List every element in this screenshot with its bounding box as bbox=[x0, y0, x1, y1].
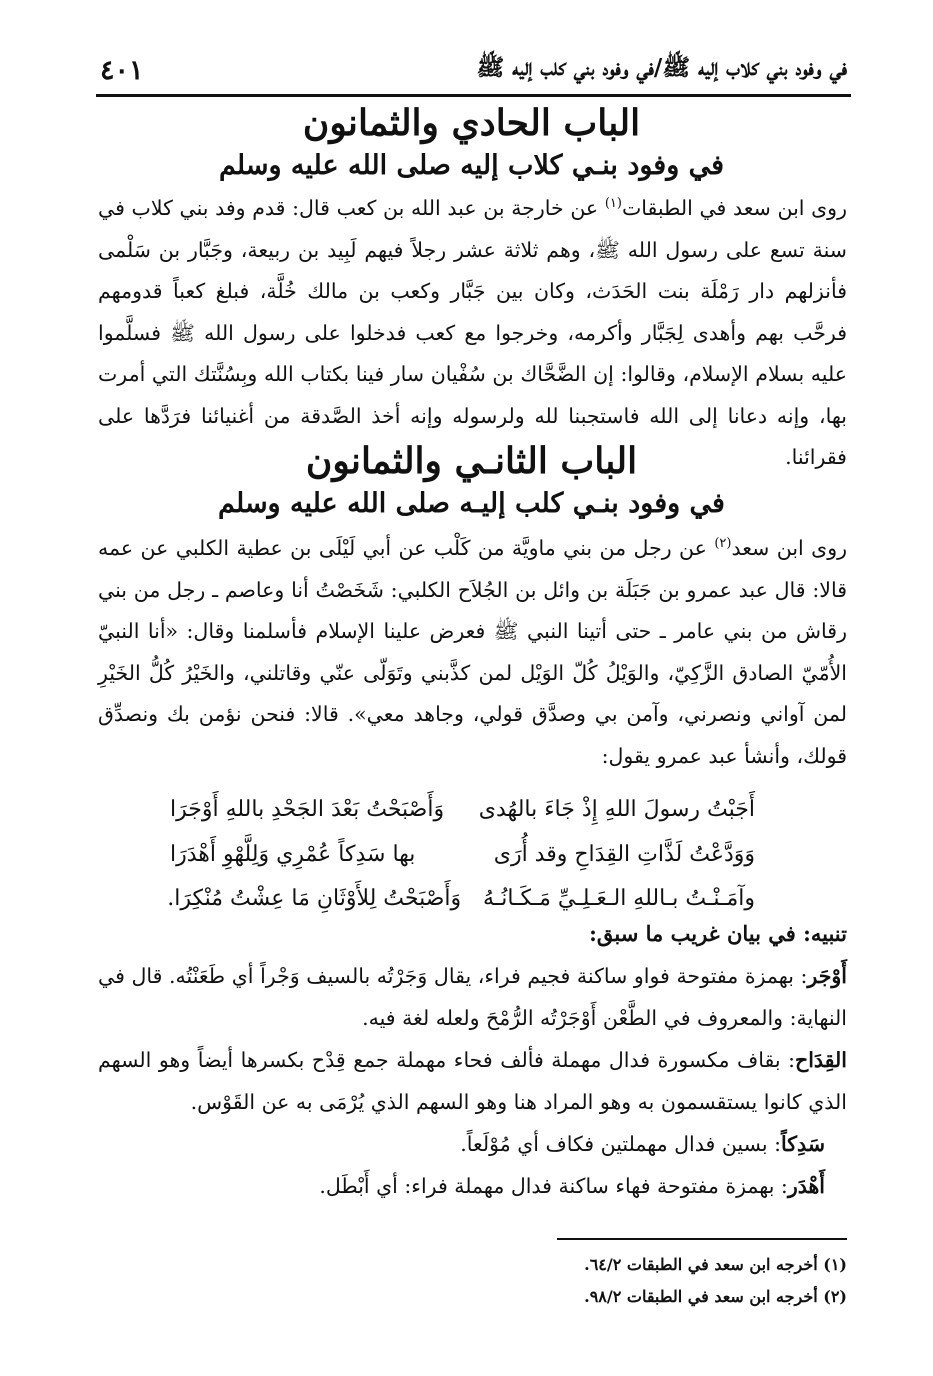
page-number: ٤٠١ bbox=[100, 54, 144, 86]
footnote-ref-1: (١) bbox=[604, 196, 622, 212]
chapter-81-text-rest: عن خارجة بن عبد الله بن كعب قال: قدم وفد بني كلاب في سنة تسع على رسول الله ﷺ، وهم ثلاثة عشر رجلاً فيهم لَبِيد بن ربيعة، وجَبَّار بن سَلْمى فأنزلهم دار رَمْلَة بنت الحَدَث، وكان بين جَبَّار وكعب بن مالك خُلَّة، فبلغ كعباً قدومهم فرحَّب بهم وأهدى لِجَبَّار وأكرمه، وخرجوا مع كعب فدخلوا على رسول الله ﷺ فسلَّموا عليه بسلام الإسلام، وقالوا: إن الضَّحَّاك بن سُفْيان سار فينا بكتاب الله وبِسُنَّتك التي أمرت بها، وإنه دعانا إلى الله فاستجبنا لله ولرسوله وإنه أخذ الصَّدقة من أغنيائنا فرَدَّها على فقرائنا. bbox=[98, 196, 847, 469]
glossary-definition: : بهمزة مفتوحة فواو ساكنة فجيم فراء، يقال وَجَرْتُه بالسيف وَجْراً أي طَعَنْتُه. قال في النهاية: والمعروف في الطَّعْن أَوْجَرْتُه الرُّمْحَ ولعله لغة فيه. bbox=[98, 964, 847, 1030]
glossary-definition: : بقاف مكسورة فدال مهملة فألف فحاء مهملة جمع قِدْح بكسرها أيضاً وهو السهم الذي كانوا يستقسمون به وهو المراد هنا وهو السهم الذي يُرْمَى به عن القَوْس. bbox=[98, 1048, 847, 1114]
glossary-definition: : بهمزة مفتوحة فهاء ساكنة فدال مهملة فراء: أي أَبْطَل. bbox=[319, 1174, 788, 1198]
footnote-rule bbox=[557, 1238, 847, 1240]
poem-verse bbox=[150, 788, 783, 833]
running-header-title: في وفود بني كلاب إليه ﷺ/في وفود بني كلب إليه ﷺ bbox=[476, 54, 847, 81]
chapter-82-text-rest: عن رجل من بني ماويَّة من كَلْب عن أبي لَيْلَى بن عطية الكلبي عن عمه قالا: قال عبد عمرو بن جَبَلَة بن وائل بن الجُلاَح الكلبي: شَخَصْتُ أنا وعاصم ـ رجل من بني رقاش من بني عامر ـ حتى أتينا النبي ﷺ فعرض علينا الإسلام فأسلمنا وقال: «أنا النبيّ الأُمّيّ الصادق الزَّكِيّ، والوَيْلُ كُلّ الوَيْل لمن كذَّبني وتَوَلّى عنّي وقاتلني، والخَيْرُ كُلُّ الخَيْرِ لمن آواني ونصرني، وآمن بي وصدَّق قولي، وجاهد معي». قالا: فنحن نؤمن بك ونصدِّق قولك، وأنشأ عبد عمرو يقول: bbox=[98, 536, 847, 768]
verse-first-hemistich: وَوَدَّعْتُ لَذَّاتِ القِدَاحِ وقد أُرَى bbox=[493, 841, 755, 867]
chapter-81-subtitle: في وفود بنـي كلاب إليه صلى الله عليه وسلم bbox=[218, 150, 725, 181]
glossary-definition: : بسين فدال مهملتين فكاف أي مُوْلَعاً. bbox=[460, 1132, 782, 1156]
footnote-ref-2: (٢) bbox=[714, 536, 732, 552]
glossary-term: أَوْجَر bbox=[807, 964, 847, 988]
glossary-term: القِدَاح bbox=[794, 1048, 847, 1072]
footnote-1: (١) أخرجه ابن سعد في الطبقات ٦٤/٢. bbox=[584, 1255, 847, 1274]
chapter-81-paragraph bbox=[98, 188, 847, 479]
poem-verse bbox=[150, 833, 783, 878]
verse-second-hemistich: وَأَصْبَحْتُ لِلأَوْثَانِ مَا عِشْتُ مُنْكِرَا. bbox=[167, 886, 462, 911]
poem-verse bbox=[150, 877, 783, 922]
chapter-81-title: الباب الحادي والثمانون bbox=[302, 102, 641, 144]
chapter-82-paragraph bbox=[98, 528, 847, 777]
glossary-entry bbox=[98, 1166, 847, 1208]
verse-second-hemistich: وَأَصْبَحْتُ بَعْدَ الجَحْدِ باللهِ أَوْجَرَا bbox=[170, 797, 445, 822]
glossary-entry bbox=[98, 1124, 847, 1166]
glossary-term: سَدِكاً bbox=[781, 1132, 825, 1156]
header-rule bbox=[96, 94, 851, 97]
verse-first-hemistich: وآمَـنْـتُ بـاللهِ الـعَـلِـيِّ مَـكَـانُـهُ bbox=[483, 886, 755, 911]
verse-second-hemistich: بها سَدِكاً عُمْرِي وَلِلَّهْوِ أَهْدَرَا bbox=[170, 841, 416, 867]
chapter-81-text-start: روى ابن سعد في الطبقات bbox=[621, 196, 847, 220]
poem bbox=[150, 788, 783, 922]
glossary-term: أَهْدَر bbox=[787, 1174, 825, 1198]
chapter-82-text-start: روى ابن سعد bbox=[731, 536, 847, 560]
running-header bbox=[100, 48, 847, 92]
footnote-2: (٢) أخرجه ابن سعد في الطبقات ٩٨/٢. bbox=[584, 1287, 847, 1306]
glossary-entry bbox=[98, 956, 847, 1039]
glossary-heading: تنبيه: في بيان غريب ما سبق: bbox=[589, 921, 847, 946]
chapter-82-title: الباب الثانـي والثمانون bbox=[305, 440, 638, 482]
glossary-entry bbox=[98, 1040, 847, 1123]
verse-first-hemistich: أَجَبْتُ رسولَ اللهِ إِذْ جَاءَ بالهُدى bbox=[478, 797, 755, 822]
chapter-82-subtitle: في وفود بنـي كلب إليـه صلى الله عليه وسلم bbox=[218, 488, 725, 519]
